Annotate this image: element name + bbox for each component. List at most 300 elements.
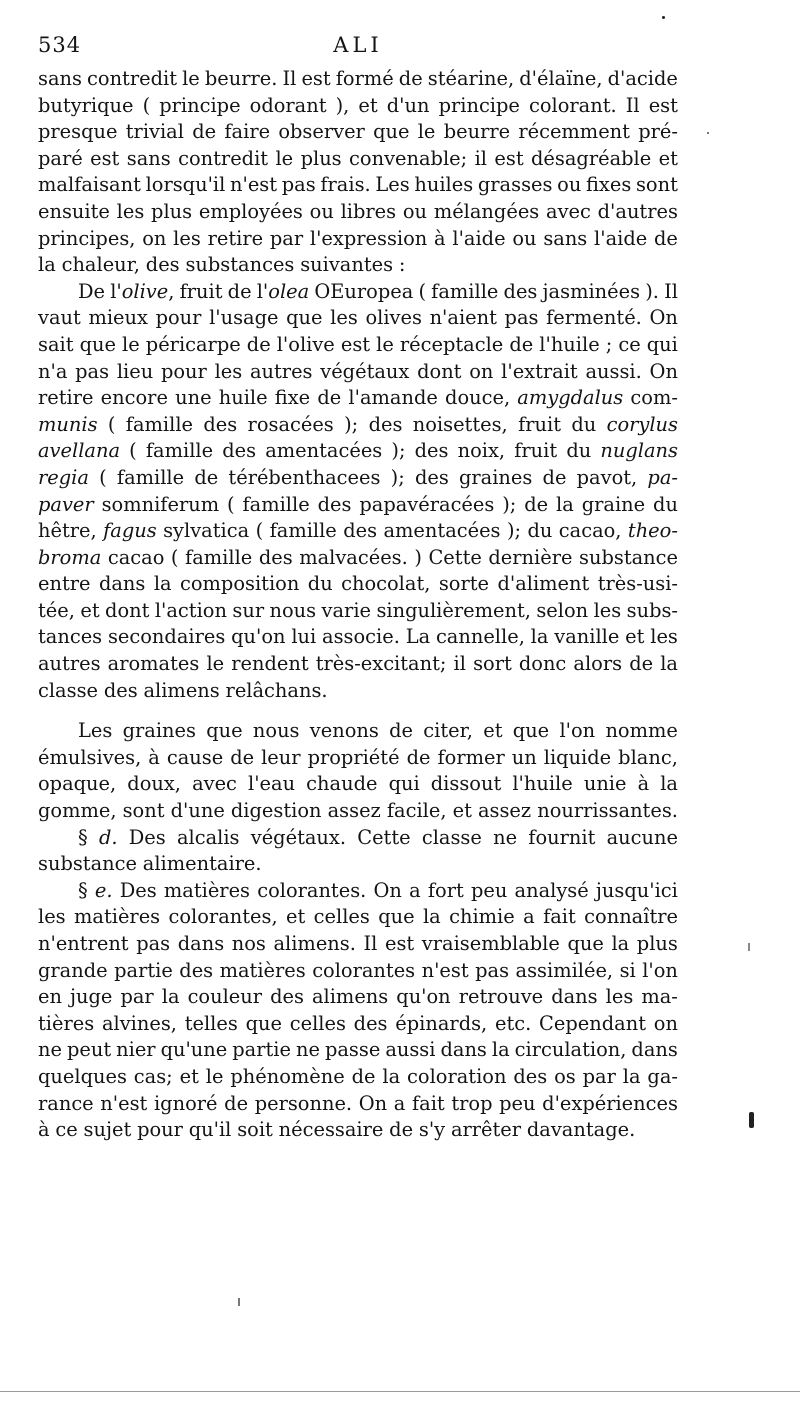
word: lorsqu'il — [145, 173, 226, 197]
word: de — [542, 465, 567, 489]
text-line — [38, 719, 678, 746]
word: s'y — [418, 1118, 446, 1142]
word: vraisemblable — [421, 932, 560, 955]
word: du — [571, 412, 597, 436]
word: la — [660, 652, 678, 676]
word: Cependant — [539, 1011, 646, 1035]
word: passe — [324, 1038, 381, 1062]
word: Il — [664, 279, 678, 303]
text-line — [38, 799, 678, 826]
word: ensuite — [38, 199, 110, 223]
word: principe — [159, 93, 241, 117]
word: On — [358, 1091, 388, 1115]
word: péricarpe — [145, 332, 241, 356]
word: de — [317, 386, 342, 410]
word: dont — [105, 598, 150, 622]
text-line — [38, 519, 678, 546]
text-line — [38, 386, 678, 413]
word: coloration — [407, 1064, 507, 1088]
word: à — [637, 772, 650, 796]
word: unie — [583, 772, 627, 796]
word: dont — [417, 359, 462, 383]
word: presque — [38, 120, 118, 144]
word: former — [437, 745, 505, 769]
text-line — [38, 652, 678, 679]
word: douce, — [445, 386, 511, 410]
word: à — [434, 226, 446, 250]
word: pas — [281, 173, 316, 197]
text-line — [38, 959, 678, 986]
word: papavéracées — [359, 492, 495, 516]
word: pré- — [638, 120, 678, 144]
word: : — [398, 253, 406, 277]
word: les — [214, 359, 243, 383]
word: famille — [125, 412, 194, 436]
word: qu'on — [396, 985, 451, 1009]
word: trop — [451, 1091, 493, 1115]
word: cacao, — [558, 519, 622, 543]
word: graines — [122, 719, 196, 743]
word: de — [654, 226, 678, 250]
word: est — [90, 146, 120, 170]
word: tances — [38, 625, 103, 649]
word: propriété — [307, 745, 400, 769]
word: l'amande — [348, 386, 438, 410]
word: pas — [136, 932, 171, 955]
word: ce — [55, 1118, 78, 1142]
word: dernière — [488, 545, 573, 569]
scan-speck — [662, 16, 665, 19]
word: Cette — [357, 825, 411, 849]
word: lui — [291, 625, 317, 649]
word: entre — [38, 572, 91, 596]
text-line — [38, 173, 678, 200]
text-line — [38, 147, 678, 174]
word: aucune — [606, 825, 678, 849]
word: sait — [38, 332, 74, 356]
word: et — [179, 1064, 199, 1088]
word: ) — [414, 545, 422, 569]
word: de — [629, 652, 654, 676]
word: theo- — [627, 519, 678, 543]
word: substance — [579, 545, 678, 569]
text-line — [38, 466, 678, 493]
word: doux, — [127, 772, 181, 796]
word: qu'il — [188, 1118, 232, 1142]
word: Les — [375, 173, 410, 197]
word: famille — [185, 545, 253, 569]
word: dans — [440, 1038, 487, 1062]
word: d. — [98, 825, 118, 849]
text-line — [38, 772, 678, 799]
word: ma- — [641, 985, 678, 1009]
word: les — [330, 306, 358, 330]
word: dans — [98, 572, 146, 596]
word: ne — [38, 1038, 62, 1062]
word: principes, — [38, 226, 136, 250]
word: n'a — [38, 359, 68, 383]
word: et — [358, 93, 378, 117]
word: malvacées. — [299, 545, 408, 569]
text-line — [38, 253, 678, 280]
word: mélangées — [433, 199, 540, 223]
word: juge — [70, 985, 113, 1009]
word: de — [509, 332, 534, 356]
word: assez — [327, 799, 381, 823]
word: la — [38, 253, 56, 277]
word: ne — [295, 1038, 320, 1062]
word: munis — [38, 412, 98, 436]
scan-speck — [748, 943, 750, 951]
word: amentacées — [265, 439, 383, 463]
word: de — [389, 1118, 414, 1142]
word: analysé — [514, 878, 589, 902]
text-line — [38, 227, 678, 254]
word: et — [658, 146, 678, 170]
word: Des — [119, 878, 157, 902]
word: vaut — [38, 306, 81, 330]
word: des — [353, 1011, 388, 1035]
word: retire — [207, 226, 264, 250]
word: somniferum — [101, 492, 220, 516]
word: facile, — [386, 799, 447, 823]
word: connaître — [584, 905, 678, 929]
word: odorant — [249, 93, 327, 117]
word: fixe — [274, 386, 311, 410]
word: des — [258, 545, 293, 569]
word: famille — [116, 465, 185, 489]
word: sont — [122, 799, 165, 823]
word: d'un — [386, 93, 430, 117]
word: qui — [388, 772, 420, 796]
text-line — [38, 1092, 678, 1119]
text-line — [38, 679, 678, 706]
word: cannelle, — [435, 625, 525, 649]
word: pour — [137, 1118, 183, 1142]
word: blanc, — [618, 745, 678, 769]
word: alvines, — [101, 1011, 177, 1035]
text-line — [38, 746, 678, 773]
word: secondaires — [107, 625, 226, 649]
word: amentacées — [383, 519, 501, 543]
word: graines — [458, 465, 533, 489]
word: térébenthacees — [228, 465, 381, 489]
word: nos — [231, 932, 266, 955]
word: émulsives, — [38, 745, 142, 769]
word: stéarine, — [427, 67, 515, 90]
word: des — [414, 439, 449, 463]
word: fournit — [528, 825, 596, 849]
word: le — [205, 1064, 224, 1088]
word: n'entrent — [38, 932, 129, 955]
word: regia — [38, 465, 89, 489]
word: récemment — [518, 120, 630, 144]
word: végétaux — [320, 359, 410, 383]
word: de — [194, 465, 219, 489]
word: pa- — [647, 465, 678, 489]
text-line — [38, 985, 678, 1012]
word: est — [384, 932, 415, 955]
word: associe. — [322, 625, 400, 649]
word: couleur — [187, 985, 263, 1009]
word: avec — [192, 772, 237, 796]
word: qu'une — [160, 1038, 228, 1062]
word: de — [227, 279, 252, 303]
word: assimilée, — [515, 958, 614, 982]
word: alcalis — [176, 825, 240, 849]
word: et — [80, 598, 100, 622]
word: de — [192, 120, 217, 144]
word: pour — [155, 306, 202, 330]
word: employées — [198, 199, 303, 223]
word: ne — [493, 825, 518, 849]
text-line — [38, 572, 678, 599]
word: ignoré — [153, 1091, 218, 1115]
word: plus — [636, 932, 678, 955]
word: ou — [402, 199, 428, 223]
word: pas — [75, 359, 110, 383]
word: ou — [557, 173, 582, 197]
word: sylvatica — [163, 519, 250, 543]
word: la — [556, 492, 574, 516]
word: de — [246, 332, 271, 356]
word: § — [78, 878, 88, 902]
word: l'expression — [309, 226, 428, 250]
word: alimens — [311, 985, 389, 1009]
word: d'expériences — [542, 1091, 678, 1115]
word: par — [269, 226, 304, 250]
word: une — [175, 386, 212, 410]
word: sans — [38, 67, 82, 90]
word: ); — [390, 465, 405, 489]
word: convenable; — [349, 146, 468, 170]
word: On — [649, 306, 678, 330]
scan-edge-line — [0, 1391, 800, 1392]
word: des — [343, 519, 378, 543]
word: suivantes — [300, 253, 394, 277]
word: ); — [502, 492, 517, 516]
text-line — [38, 306, 678, 333]
word: avec — [546, 199, 591, 223]
word: sorte — [438, 572, 490, 596]
word: végétaux. — [250, 825, 347, 849]
word: retrouve — [458, 985, 544, 1009]
word: relâchans. — [225, 678, 328, 702]
word: d'une — [170, 799, 225, 823]
word: fruit — [518, 412, 561, 436]
word: frais. — [320, 173, 371, 197]
word: huile — [218, 386, 268, 410]
word: sur — [232, 598, 265, 622]
word: l'action — [154, 598, 227, 622]
word: ou — [512, 226, 537, 250]
word: que — [286, 306, 323, 330]
word: alimens. — [273, 932, 356, 955]
word: des — [179, 958, 214, 982]
word: des — [103, 678, 138, 702]
scan-speck — [238, 1298, 240, 1306]
word: des — [145, 253, 180, 277]
word: peut — [66, 1038, 112, 1062]
word: plus — [300, 146, 342, 170]
word: alors — [573, 652, 623, 676]
word: les — [593, 598, 622, 622]
word: la — [491, 1038, 510, 1062]
word: et — [452, 799, 472, 823]
word: colorantes, — [168, 905, 278, 929]
word: le — [275, 146, 294, 170]
paragraph-gap — [38, 705, 678, 719]
word: que — [373, 120, 410, 144]
word: que — [567, 932, 604, 955]
word: fermenté. — [546, 306, 642, 330]
word: cacao — [107, 545, 165, 569]
word: épinards, — [395, 1011, 488, 1035]
word: la — [660, 772, 678, 796]
word: on — [469, 359, 494, 383]
word: l'olive — [276, 332, 335, 356]
word: en — [38, 985, 62, 1009]
word: digestion — [230, 799, 322, 823]
word: que — [378, 905, 415, 929]
word: faire — [224, 120, 271, 144]
word: vanille — [554, 625, 620, 649]
word: chaude — [306, 772, 378, 796]
word: du — [527, 519, 553, 543]
word: circulation, — [514, 1038, 627, 1062]
word: noisettes, — [412, 412, 508, 436]
word: réceptacle — [399, 332, 504, 356]
word: OEuropea — [314, 279, 414, 303]
word: des — [503, 279, 538, 303]
word: butyrique — [38, 93, 134, 117]
word: trivial — [125, 120, 184, 144]
word: on — [142, 226, 167, 250]
word: l'eau — [248, 772, 296, 796]
word: dans — [631, 1038, 678, 1062]
word: l'on — [642, 958, 678, 982]
word: le — [417, 120, 436, 144]
word: d'aliment — [497, 572, 590, 596]
word: ), — [335, 93, 350, 117]
text-line — [38, 599, 678, 626]
word: Il — [625, 93, 640, 117]
word: l'aide — [452, 226, 506, 250]
word: ou — [309, 199, 334, 223]
word: pas — [475, 958, 510, 982]
word: ( — [99, 465, 107, 489]
word: aussi — [385, 1038, 436, 1062]
word: des — [203, 412, 238, 436]
word: ); — [391, 439, 406, 463]
text-line — [38, 625, 678, 652]
word: ( — [255, 519, 264, 543]
text-line — [38, 200, 678, 227]
word: formé — [335, 67, 394, 90]
word: et — [625, 625, 645, 649]
word: de — [398, 67, 423, 90]
word: hêtre, — [38, 519, 97, 543]
word: huiles — [414, 173, 474, 197]
word: fait — [411, 1091, 445, 1115]
word: l'extrait — [501, 359, 578, 383]
word: aussi. — [585, 359, 642, 383]
word: nier — [116, 1038, 156, 1062]
word: de — [230, 745, 255, 769]
word: matières — [163, 878, 251, 902]
word: chimie — [449, 905, 515, 929]
scan-speck — [707, 132, 709, 134]
word: de — [524, 492, 549, 516]
word: les — [605, 985, 634, 1009]
word: n'est — [421, 958, 469, 982]
word: on — [653, 1011, 678, 1035]
word: dans — [551, 985, 598, 1009]
word: partie — [114, 958, 173, 982]
word: que — [79, 332, 116, 356]
word: tières — [38, 1011, 95, 1035]
word: les — [173, 226, 201, 250]
word: qu'on — [231, 625, 286, 649]
word: autres — [249, 359, 313, 383]
word: nous — [269, 598, 317, 622]
word: selon — [536, 598, 589, 622]
word: varie — [321, 598, 372, 622]
word: d'autres — [597, 199, 678, 223]
word: à — [38, 1118, 50, 1142]
word: contredit — [178, 146, 269, 170]
word: nous — [252, 719, 300, 743]
word: l'olea — [256, 279, 310, 303]
word: n'est — [230, 173, 278, 197]
text-line — [38, 94, 678, 121]
word: qui — [646, 332, 678, 356]
scan-speck — [749, 1112, 754, 1128]
word: d'acide — [607, 67, 678, 90]
word: malfaisant — [38, 173, 141, 197]
word: très-usi- — [597, 572, 678, 596]
text-line — [38, 280, 678, 307]
word: § — [78, 825, 88, 849]
word: quelques — [38, 1064, 127, 1088]
text-line — [38, 439, 678, 466]
word: matières — [74, 905, 161, 929]
text-line — [38, 879, 678, 906]
word: substances — [185, 253, 295, 277]
word: grande — [38, 958, 108, 982]
word: des — [270, 985, 304, 1009]
word: fruit — [179, 279, 223, 303]
page-number: 534 — [38, 33, 82, 57]
word: On — [649, 359, 678, 383]
word: celles — [313, 905, 370, 929]
word: est — [301, 67, 331, 90]
word: com- — [630, 386, 678, 410]
word: ); — [506, 519, 522, 543]
word: grasses — [477, 173, 553, 197]
text-line — [38, 1038, 678, 1065]
word: les — [650, 625, 678, 649]
word: classe — [38, 678, 98, 702]
word: ( — [227, 492, 235, 516]
word: de — [406, 745, 431, 769]
word: nuglans — [600, 439, 678, 463]
word: les — [38, 905, 66, 929]
word: etc. — [494, 1011, 532, 1035]
word: pas — [504, 306, 539, 330]
text-line — [38, 1065, 678, 1092]
word: ( — [107, 412, 116, 436]
